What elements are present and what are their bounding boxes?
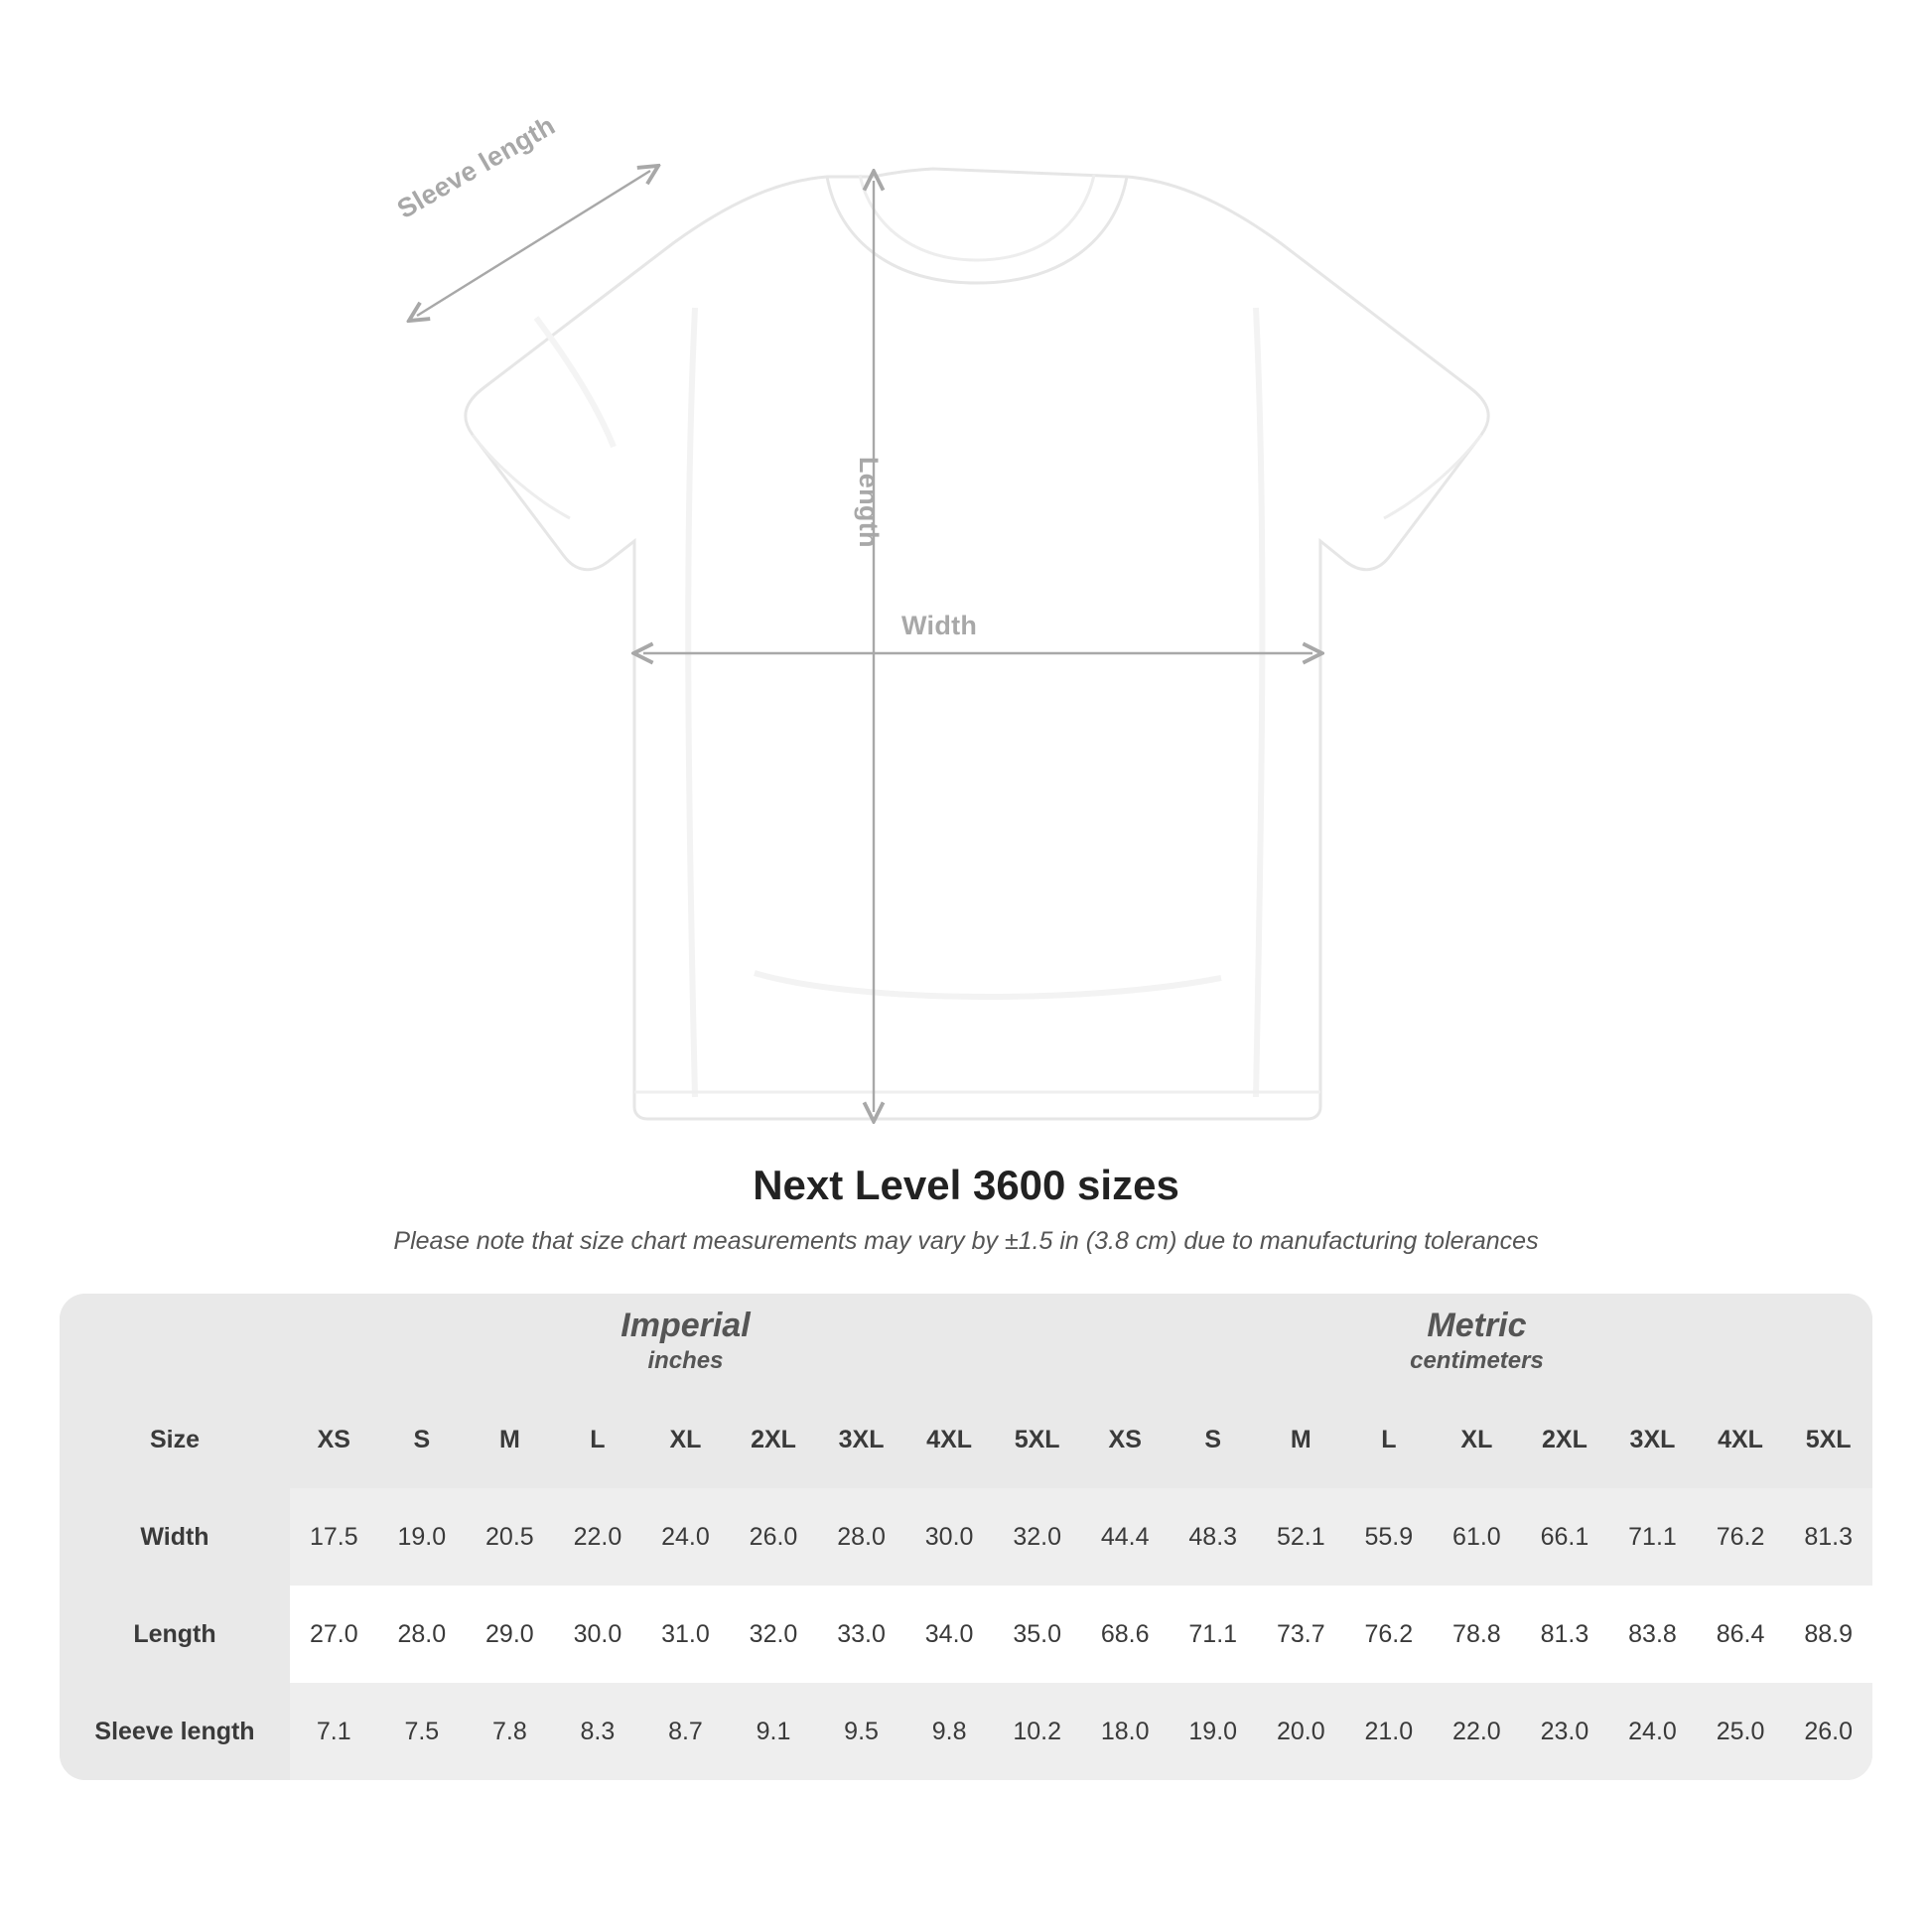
unit-header-imperial [290,1294,1081,1391]
cell-width-metric-5xl: 81.3 [1784,1488,1872,1586]
size-header-metric-xs: XS [1081,1391,1170,1488]
cell-sleeve-metric-m: 20.0 [1257,1683,1345,1780]
unit-name-imperial: Imperial [621,1306,751,1344]
cell-sleeve-metric-3xl: 24.0 [1608,1683,1697,1780]
unit-header-row [60,1294,1872,1391]
table-row [60,1488,1872,1586]
row-label-length: Length [60,1586,290,1683]
cell-sleeve-imperial-3xl: 9.5 [817,1683,905,1780]
size-chart-table [60,1294,1872,1780]
page-title: Next Level 3600 sizes [753,1162,1179,1208]
width-dimension-label: Width [901,611,978,640]
cell-sleeve-imperial-m: 7.8 [466,1683,554,1780]
length-dimension-label: Length [854,457,884,548]
row-label-width: Width [60,1488,290,1586]
unit-sub-metric: centimeters [1410,1346,1544,1374]
size-header-imperial-s: S [378,1391,467,1488]
size-header-metric-5xl: 5XL [1784,1391,1872,1488]
cell-length-metric-l: 76.2 [1345,1586,1434,1683]
size-header-metric-3xl: 3XL [1608,1391,1697,1488]
cell-sleeve-imperial-4xl: 9.8 [905,1683,994,1780]
cell-length-imperial-5xl: 35.0 [993,1586,1081,1683]
unit-header-spacer [60,1294,290,1391]
cell-sleeve-imperial-xl: 8.7 [641,1683,730,1780]
size-header-metric-4xl: 4XL [1697,1391,1785,1488]
table-row [60,1683,1872,1780]
cell-width-imperial-3xl: 28.0 [817,1488,905,1586]
size-header-imperial-4xl: 4XL [905,1391,994,1488]
cell-sleeve-imperial-l: 8.3 [554,1683,642,1780]
size-header-imperial-2xl: 2XL [730,1391,818,1488]
cell-sleeve-imperial-2xl: 9.1 [730,1683,818,1780]
cell-width-imperial-s: 19.0 [378,1488,467,1586]
cell-width-metric-l: 55.9 [1345,1488,1434,1586]
row-label-sleeve-length: Sleeve length [60,1683,290,1780]
cell-width-imperial-l: 22.0 [554,1488,642,1586]
cell-sleeve-metric-2xl: 23.0 [1521,1683,1609,1780]
cell-width-metric-xs: 44.4 [1081,1488,1170,1586]
cell-width-imperial-m: 20.5 [466,1488,554,1586]
tolerance-note: Please note that size chart measurements may vary by ±1.5 in (3.8 cm) due to manufacturing tolerances [393,1227,1539,1255]
cell-width-metric-xl: 61.0 [1433,1488,1521,1586]
cell-length-imperial-4xl: 34.0 [905,1586,994,1683]
cell-sleeve-metric-5xl: 26.0 [1784,1683,1872,1780]
cell-sleeve-metric-xl: 22.0 [1433,1683,1521,1780]
cell-sleeve-metric-4xl: 25.0 [1697,1683,1785,1780]
size-header-imperial-xs: XS [290,1391,378,1488]
cell-length-metric-xs: 68.6 [1081,1586,1170,1683]
cell-width-metric-m: 52.1 [1257,1488,1345,1586]
cell-length-imperial-xl: 31.0 [641,1586,730,1683]
cell-length-metric-2xl: 81.3 [1521,1586,1609,1683]
cell-length-imperial-2xl: 32.0 [730,1586,818,1683]
cell-length-metric-xl: 78.8 [1433,1586,1521,1683]
unit-name-metric: Metric [1427,1306,1527,1344]
cell-width-imperial-xs: 17.5 [290,1488,378,1586]
cell-sleeve-metric-l: 21.0 [1345,1683,1434,1780]
size-header-metric-s: S [1169,1391,1257,1488]
size-header-metric-2xl: 2XL [1521,1391,1609,1488]
cell-length-metric-3xl: 83.8 [1608,1586,1697,1683]
size-header-imperial-l: L [554,1391,642,1488]
size-header-metric-xl: XL [1433,1391,1521,1488]
cell-length-imperial-m: 29.0 [466,1586,554,1683]
cell-length-metric-s: 71.1 [1169,1586,1257,1683]
size-chart-table-wrapper [60,1294,1872,1780]
cell-width-imperial-4xl: 30.0 [905,1488,994,1586]
size-header-row [60,1391,1872,1488]
sleeve-length-dimension-label: Sleeve length [392,110,561,224]
cell-length-imperial-s: 28.0 [378,1586,467,1683]
size-header-imperial-5xl: 5XL [993,1391,1081,1488]
table-row [60,1586,1872,1683]
cell-length-imperial-3xl: 33.0 [817,1586,905,1683]
cell-length-imperial-xs: 27.0 [290,1586,378,1683]
cell-length-metric-4xl: 86.4 [1697,1586,1785,1683]
cell-width-imperial-xl: 24.0 [641,1488,730,1586]
cell-sleeve-imperial-5xl: 10.2 [993,1683,1081,1780]
cell-width-metric-2xl: 66.1 [1521,1488,1609,1586]
cell-sleeve-metric-xs: 18.0 [1081,1683,1170,1780]
cell-sleeve-imperial-s: 7.5 [378,1683,467,1780]
size-header-metric-l: L [1345,1391,1434,1488]
size-header-metric-m: M [1257,1391,1345,1488]
cell-length-metric-5xl: 88.9 [1784,1586,1872,1683]
cell-length-metric-m: 73.7 [1257,1586,1345,1683]
title-block [0,1162,1932,1256]
cell-width-imperial-2xl: 26.0 [730,1488,818,1586]
cell-sleeve-imperial-xs: 7.1 [290,1683,378,1780]
cell-sleeve-metric-s: 19.0 [1169,1683,1257,1780]
row-header-size: Size [60,1391,290,1488]
cell-width-imperial-5xl: 32.0 [993,1488,1081,1586]
size-header-imperial-3xl: 3XL [817,1391,905,1488]
cell-width-metric-3xl: 71.1 [1608,1488,1697,1586]
size-header-imperial-xl: XL [641,1391,730,1488]
cell-width-metric-s: 48.3 [1169,1488,1257,1586]
cell-width-metric-4xl: 76.2 [1697,1488,1785,1586]
unit-header-metric [1081,1294,1872,1391]
cell-length-imperial-l: 30.0 [554,1586,642,1683]
unit-sub-imperial: inches [647,1346,724,1374]
size-header-imperial-m: M [466,1391,554,1488]
